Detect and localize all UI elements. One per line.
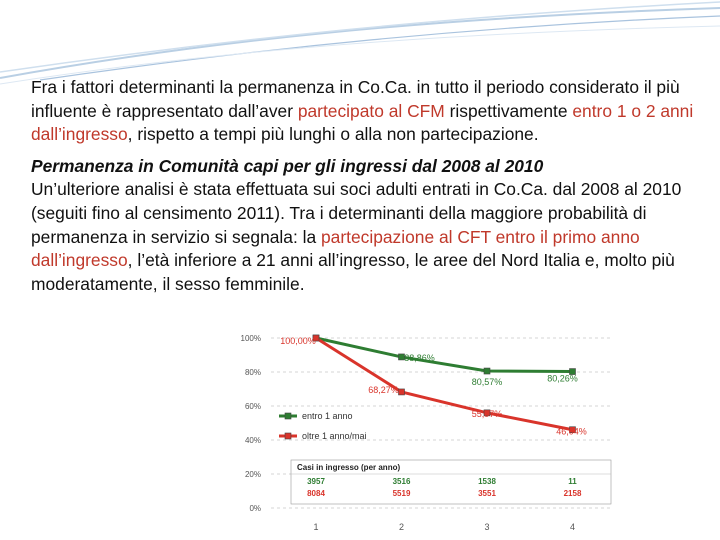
para1-highlight-cfm: partecipato al CFM — [297, 100, 445, 121]
chart-svg — [231, 330, 615, 540]
data-label: 88,86% — [404, 352, 435, 363]
data-table-cell: 8084 — [307, 489, 325, 498]
series-marker — [484, 368, 490, 374]
para1-highlight-years: entro 1 o 2 anni dall’ingresso — [31, 100, 694, 145]
x-tick-label: 4 — [569, 522, 576, 532]
x-tick-label: 2 — [398, 522, 405, 532]
data-table-cell: 3516 — [392, 477, 411, 486]
y-tick-label: 80% — [244, 368, 261, 377]
para2-text-1: Un’ulteriore analisi è stata effettuata sui soci adulti entrati in Co.Ca. dal 2008 al 2010 (seguiti fino al censimento 2011). Tra i determinanti della maggiore probabilità di permanenza in servizio si segnala: la — [31, 179, 682, 247]
data-label: 55,97% — [471, 408, 503, 419]
data-table-header: Casi in ingresso (per anno) — [297, 463, 401, 472]
series-line — [316, 338, 573, 430]
y-tick-label: 100% — [240, 334, 261, 343]
permanence-chart — [231, 330, 615, 540]
series-line — [316, 338, 573, 372]
data-label: 100,00% — [280, 336, 316, 346]
para1-text-3: , rispetto a tempi più lunghi o alla non partecipazione. — [127, 124, 539, 145]
paragraph-permanenza — [31, 155, 701, 297]
y-tick-label: 20% — [244, 470, 261, 479]
data-label: 46,04% — [556, 426, 587, 437]
para2-text-2: , l’età inferiore a 21 anni all’ingresso, le aree del Nord Italia e, molto più moderatamente, il sesso femminile. — [31, 250, 675, 294]
data-table-cell: 2158 — [563, 489, 582, 498]
data-table-cell: 3551 — [478, 489, 496, 498]
section-subtitle: Permanenza in Comunità capi per gli ingressi dal 2008 al 2010 — [31, 155, 544, 176]
series-marker — [399, 389, 405, 395]
legend-label: entro 1 anno — [302, 411, 353, 421]
paragraph-cfm — [31, 76, 701, 147]
x-tick-label: 1 — [313, 522, 319, 532]
y-tick-label: 60% — [244, 402, 261, 411]
data-label: 80,26% — [547, 373, 578, 384]
data-table-cell: 3957 — [307, 477, 325, 486]
y-tick-label: 0% — [249, 504, 261, 513]
para1-text-2: rispettivamente — [444, 100, 573, 121]
slide-text — [31, 76, 701, 296]
data-label: 68,27% — [368, 384, 399, 395]
data-table-cell: 5519 — [392, 489, 411, 498]
legend-label: oltre 1 anno/mai — [302, 431, 367, 441]
data-label: 80,57% — [471, 377, 503, 388]
legend-marker — [285, 413, 291, 419]
data-table-cell: 1538 — [478, 477, 496, 486]
data-table-cell: 11 — [568, 477, 577, 486]
para1-text-1: Fra i fattori determinanti la permanenza in Co.Ca. in tutto il periodo considerato il più influente è rappresentato dall’aver — [31, 77, 680, 121]
y-tick-label: 40% — [244, 436, 261, 445]
para2-highlight-cft: partecipazione al CFT entro il primo anno dall’ingresso — [31, 226, 640, 271]
x-tick-label: 3 — [484, 522, 490, 532]
legend-marker — [285, 433, 291, 439]
